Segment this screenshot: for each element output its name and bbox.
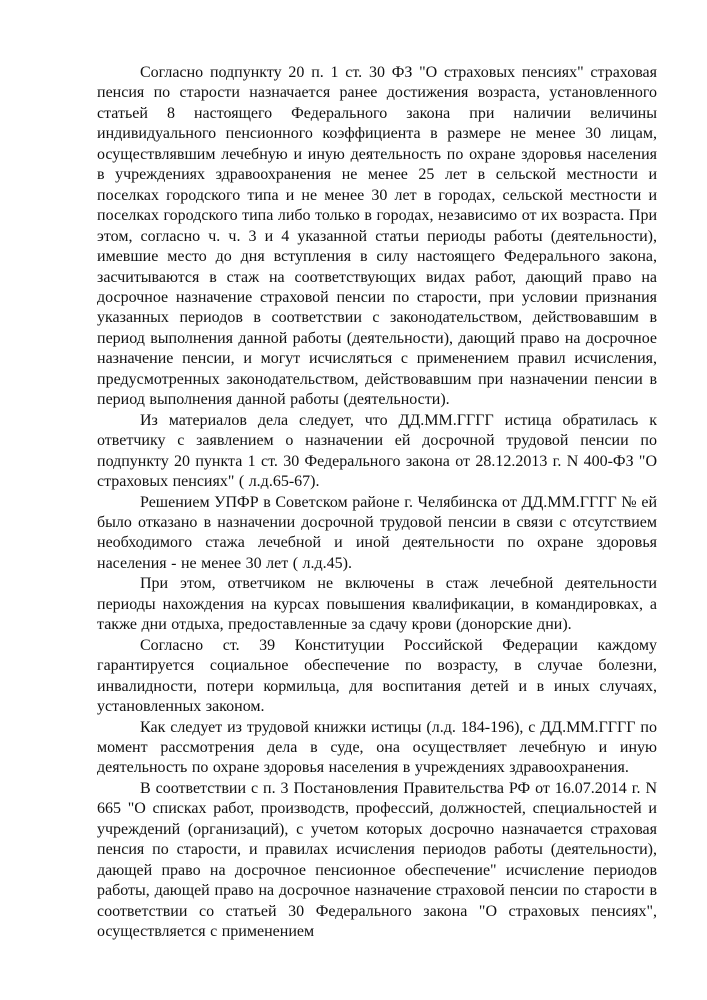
paragraph-upfr-decision: Решением УПФР в Советском районе г. Челябинска от ДД.ММ.ГГГГ № ей было отказано в назначении досрочной трудовой пенсии в связи с отсутствием необходимого стажа лечебной и иной деятельности по охране здоровья населения - не менее 30 лет ( л.д.45). [97,493,657,572]
paragraph-excluded-periods: При этом, ответчиком не включены в стаж лечебной деятельности периоды нахождения на курсах повышения квалификации, в командировках, а также дни отдыха, предоставленные за сдачу крови (донорские дни). [97,575,657,634]
paragraph-law-fz30: Согласно подпункту 20 п. 1 ст. 30 ФЗ "О страховых пенсиях" страховая пенсия по старости назначается ранее достижения возраста, установленного статьей 8 настоящего Федерального закона при наличии величины индивидуального пенсионного коэффициента в размере не менее 30 лицам, осуществлявшим лечебную и иную деятельность по охране здоровья населения в учреждениях здравоохранения не менее 25 лет в сельской местности и поселках городского типа и не менее 30 лет в городах, сельской местности и поселках городского типа либо только в городах, независимо от их возраста. При этом, согласно ч. ч. 3 и 4 указанной статьи периоды работы (деятельности), имевшие место до дня вступления в силу настоящего Федерального закона, засчитываются в стаж на соответствующих видах работ, дающий право на досрочное назначение страховой пенсии по старости, при условии признания указанных периодов в соответствии с законодательством, действовавшим в период выполнения данной работы (деятельности), дающий право на досрочное назначение пенсии, и могут исчисляться с применением правил исчисления, предусмотренных законодательством, действовавшим при назначении пенсии в период выполнения данной работы (деятельности). [97,64,657,409]
paragraph-government-resolution-665: В соответствии с п. 3 Постановления Правительства РФ от 16.07.2014 г. N 665 "О списках работ, производств, профессий, должностей, специальностей и учреждений (организаций), с учетом которых досрочно назначается страховая пенсия по старости, и правилах исчисления периодов работы (деятельности), дающей право на досрочное пенсионное обеспечение" исчисление периодов работы, дающей право на досрочное назначение страховой пенсии по старости в соответствии со статьей 30 Федерального закона "О страховых пенсиях", осуществляется с применением [97,779,657,941]
paragraph-constitution-art39: Согласно ст. 39 Конституции Российской Федерации каждому гарантируется социальное обеспечение по возрасту, в случае болезни, инвалидности, потери кормильца, для воспитания детей и в иных случаях, установленных законом. [97,636,657,716]
paragraph-work-record: Как следует из трудовой книжки истицы (л.д. 184-196), с ДД.ММ.ГГГГ по момент рассмотрения дела в суде, она осуществляет лечебную и иную деятельность по охране здоровья населения в учреждениях здравоохранения. [97,718,657,777]
paragraph-case-application: Из материалов дела следует, что ДД.ММ.ГГГГ истица обратилась к ответчику с заявлением о назначении ей досрочной трудовой пенсии по подпункту 20 пункта 1 ст. 30 Федерального закона от 28.12.2013 г. N 400-ФЗ "О страховых пенсиях" ( л.д.65-67). [97,411,657,491]
